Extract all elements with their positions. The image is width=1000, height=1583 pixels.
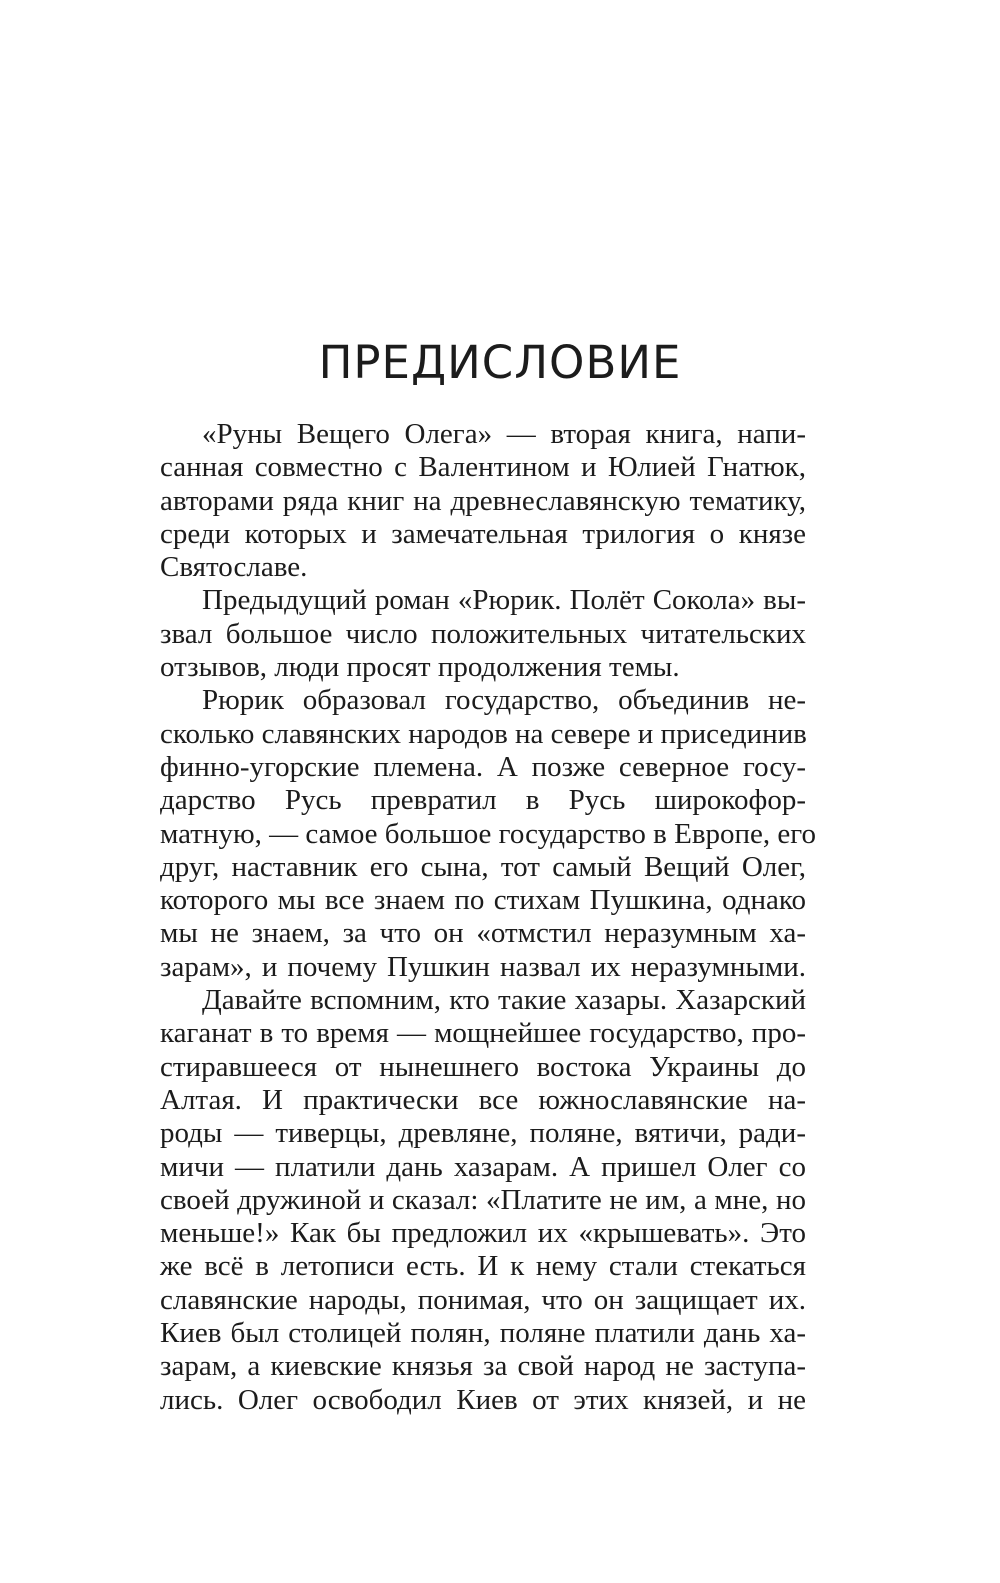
text-line: Алтая. И практически все южнославянские на-	[160, 1083, 806, 1116]
text-line: Давайте вспомним, кто такие хазары. Хазарский	[202, 984, 806, 1017]
body-text	[160, 418, 816, 1417]
text-line: каганат в то время — мощнейшее государство, про-	[160, 1017, 806, 1050]
text-line: своей дружиной и сказал: «Платите не им, а мне, но	[160, 1183, 806, 1216]
paragraph-4	[160, 984, 806, 1417]
text-line: матную, — самое большое государство в Европе, его	[160, 817, 816, 850]
text-line: друг, наставник его сына, тот самый Вещий Олег,	[160, 850, 806, 883]
text-line: стиравшееся от нынешнего востока Украины до	[160, 1050, 806, 1083]
text-line: мичи — платили дань хазарам. А пришел Олег со	[160, 1150, 806, 1183]
text-line: мы не знаем, за что он «отмстил неразумным ха-	[160, 917, 806, 950]
text-line: роды — тиверцы, древляне, поляне, вятичи, ради-	[160, 1117, 806, 1150]
text-line: славянские народы, понимая, что он защищает их.	[160, 1283, 806, 1316]
text-line: зарам», и почему Пушкин назвал их неразумными.	[160, 950, 806, 983]
text-line: финно-угорские племена. А позже северное госу-	[160, 750, 806, 783]
text-line: отзывов, люди просят продолжения темы.	[160, 651, 680, 684]
paragraph-2	[160, 584, 806, 684]
text-line: меньше!» Как бы предложил их «крышевать». Это	[160, 1217, 806, 1250]
text-line: звал большое число положительных читательских	[160, 617, 806, 650]
text-line: среди которых и замечательная трилогия о князе	[160, 517, 806, 550]
text-line: которого мы все знаем по стихам Пушкина, однако	[160, 884, 806, 917]
text-line: санная совместно с Валентином и Юлией Гнатюк,	[160, 451, 806, 484]
text-line: дарство Русь превратил в Русь широкофор-	[160, 784, 806, 817]
chapter-title: ПРЕДИСЛОВИЕ	[318, 336, 682, 389]
text-line: «Руны Вещего Олега» — вторая книга, напи-	[202, 418, 806, 450]
paragraph-1	[160, 418, 806, 584]
text-line: Киев был столицей полян, поляне платили дань ха-	[160, 1317, 806, 1350]
text-line: лись. Олег освободил Киев от этих князей, и не	[160, 1383, 806, 1416]
text-line: Рюрик образовал государство, объединив не-	[202, 684, 806, 717]
text-line: авторами ряда книг на древнеславянскую тематику,	[160, 484, 806, 517]
text-line: Святославе.	[160, 551, 308, 584]
text-line: же всё в летописи есть. И к нему стали стекаться	[160, 1250, 806, 1283]
text-line: зарам, а киевские князья за свой народ не заступа-	[160, 1350, 806, 1383]
text-line: Предыдущий роман «Рюрик. Полёт Сокола» вы-	[202, 584, 806, 617]
paragraph-3	[160, 684, 816, 984]
text-line: сколько славянских народов на севере и присединив	[160, 717, 807, 750]
